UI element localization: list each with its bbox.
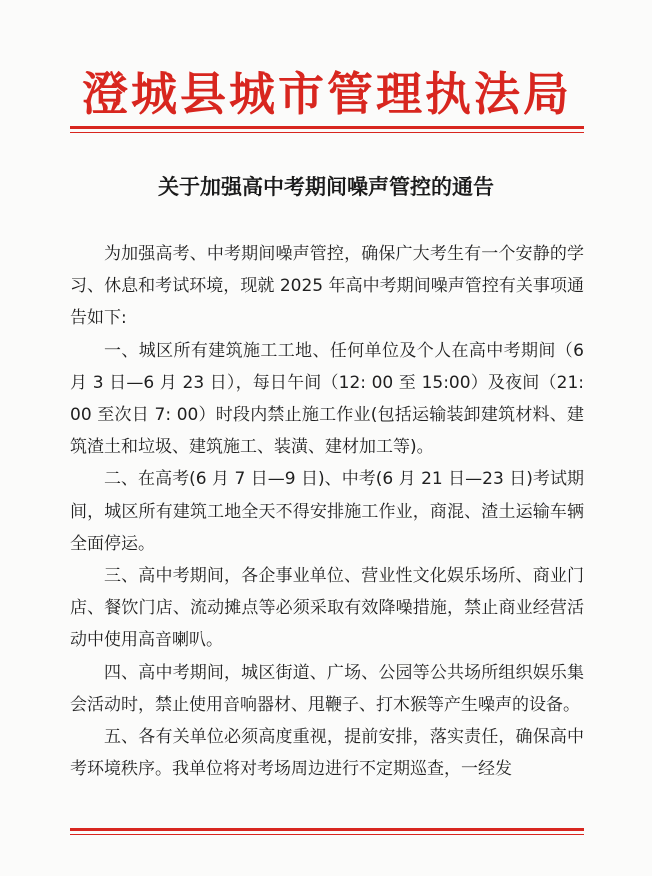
paragraph-item-2: 二、在高考(6 月 7 日—9 日)、中考(6 月 21 日—23 日)考试期间，城区所有建筑工地全天不得安排施工作业，商混、渣土运输车辆全面停运。 — [70, 469, 584, 554]
footer-rule-thin — [70, 834, 584, 835]
agency-letterhead: 澄城县城市管理执法局 — [82, 67, 572, 121]
paragraph-item-5: 五、各有关单位必须高度重视，提前安排，落实责任，确保高中考环境秩序。我单位将对考场周边进行不定期巡查，一经发 — [70, 727, 584, 780]
letterhead-rule-thin — [70, 132, 584, 133]
letterhead-rule-thick — [70, 126, 584, 129]
notice-body — [70, 238, 584, 785]
paragraph-item-1: 一、城区所有建筑施工工地、任何单位及个人在高中考期间（6 月 3 日—6 月 23 日），每日午间（12: 00 至 15:00）及夜间（21: 00 至次日 7: 00）时段内禁止施工作业(包括运输装卸建筑材料、建筑渣土和垃圾、建筑施工、装潢、建材加工等)。 — [70, 340, 584, 458]
footer-rule-thick — [70, 828, 584, 831]
paragraph-intro: 为加强高考、中考期间噪声管控，确保广大考生有一个安静的学习、休息和考试环境，现就 2025 年高中考期间噪声管控有关事项通告如下: — [70, 244, 584, 329]
paragraph-item-3: 三、高中考期间，各企事业单位、营业性文化娱乐场所、商业门店、餐饮门店、流动摊点等必须采取有效降噪措施，禁止商业经营活动中使用高音喇叭。 — [70, 566, 584, 651]
paragraph-item-4: 四、高中考期间，城区街道、广场、公园等公共场所组织娱乐集会活动时，禁止使用音响器材、甩鞭子、打木猴等产生噪声的设备。 — [70, 662, 584, 715]
notice-title: 关于加强高中考期间噪声管控的通告 — [158, 174, 494, 199]
